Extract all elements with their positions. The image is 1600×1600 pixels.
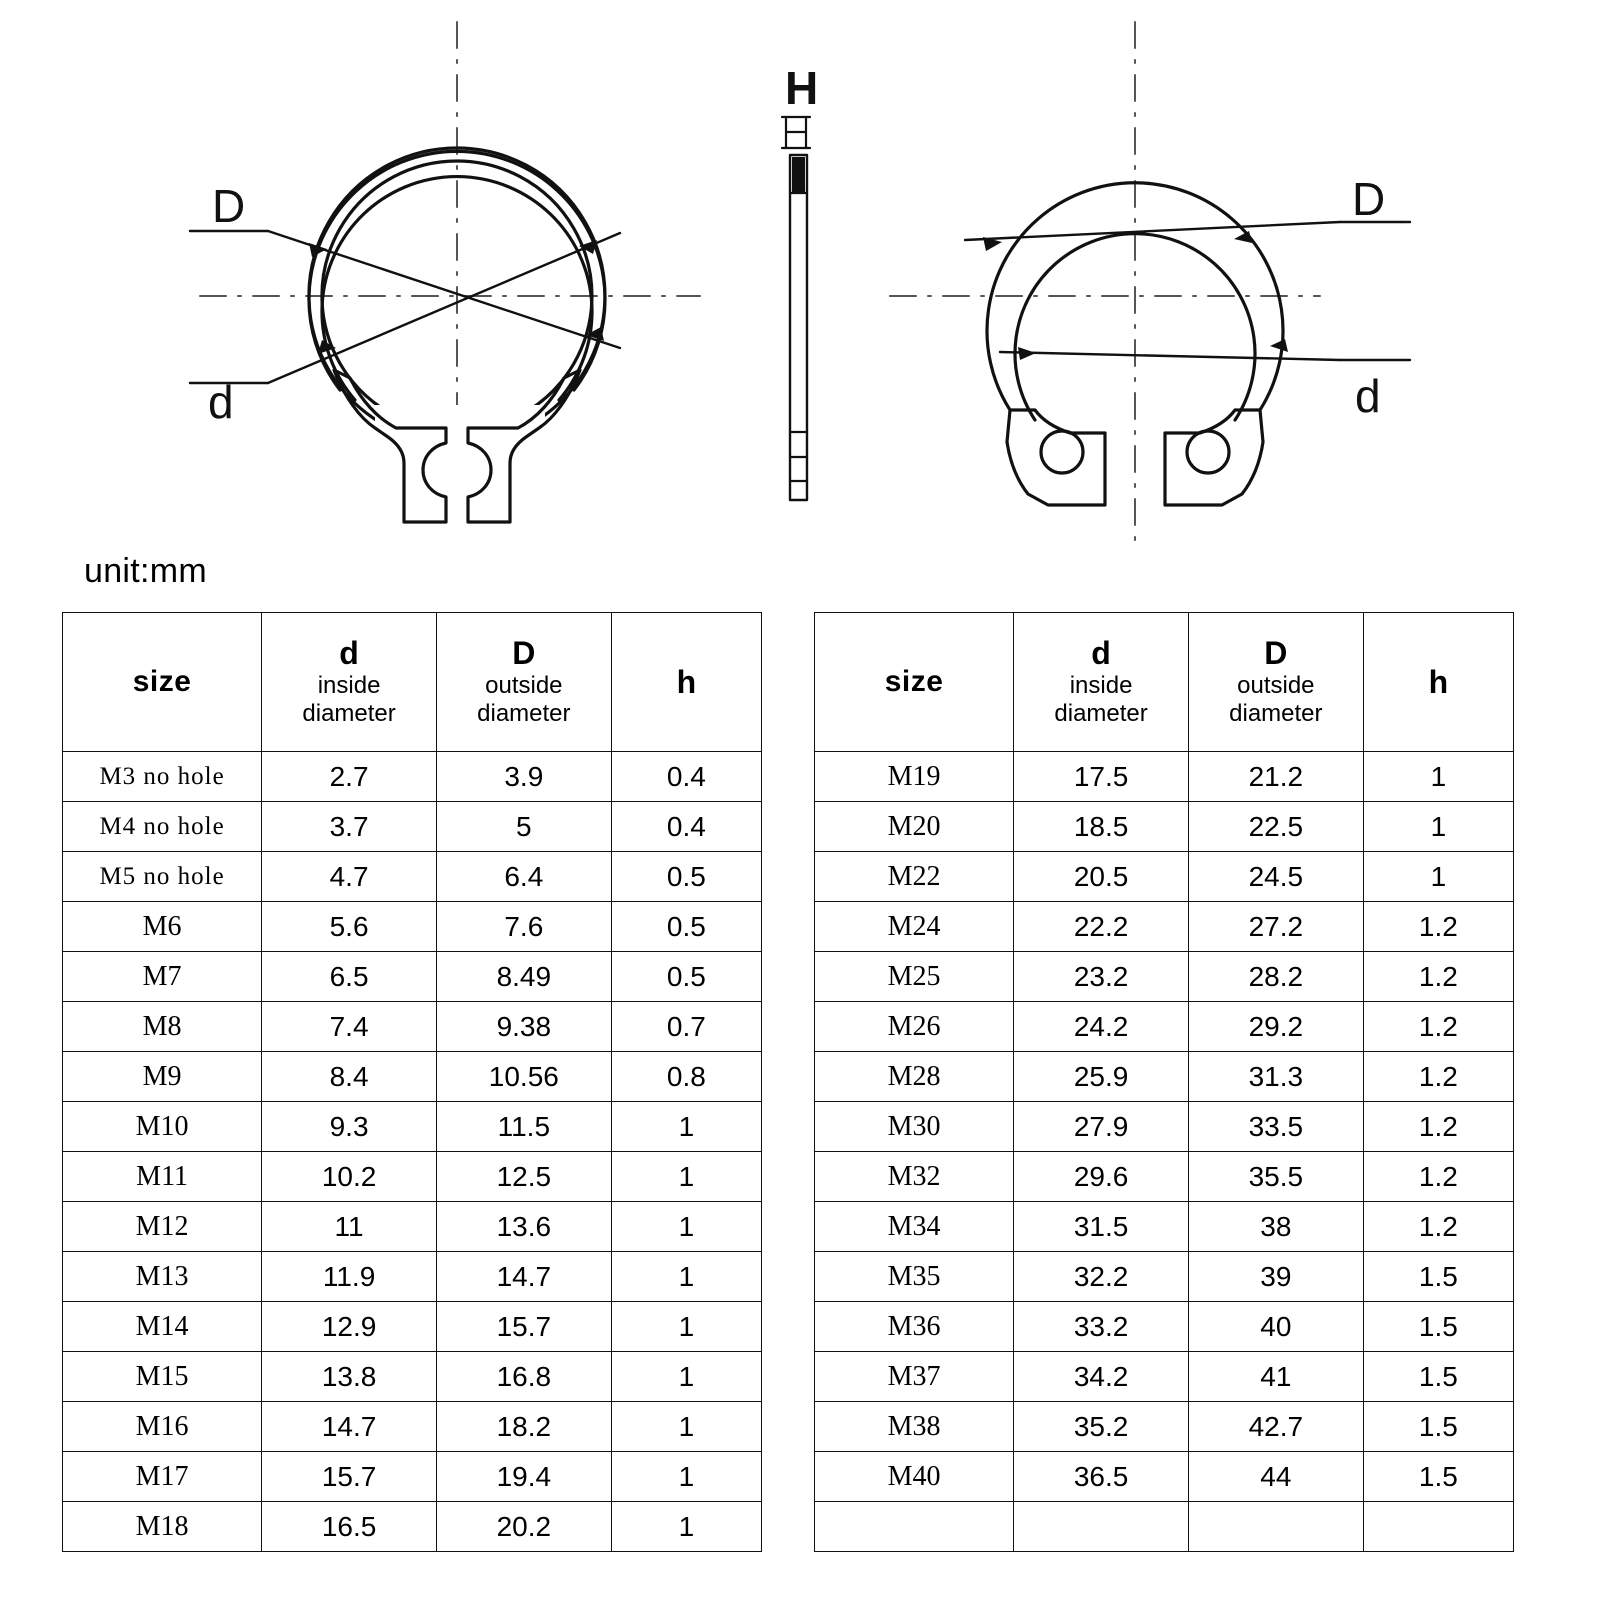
header-h: [611, 613, 761, 752]
cell-h: [1363, 1502, 1513, 1552]
technical-drawings-svg: [0, 0, 1600, 545]
cell-size: M36: [815, 1302, 1014, 1352]
table-row: [63, 752, 762, 802]
header-d-symbol: d: [339, 634, 359, 671]
cell-h: 1: [611, 1402, 761, 1452]
table-row: [815, 902, 1514, 952]
table-row: [815, 852, 1514, 902]
cell-size: M22: [815, 852, 1014, 902]
cell-outside-diameter: 10.56: [436, 1052, 611, 1102]
cell-inside-diameter: 17.5: [1014, 752, 1189, 802]
cell-outside-diameter: 8.49: [436, 952, 611, 1002]
cell-h: 1: [611, 1252, 761, 1302]
table-row: [815, 1002, 1514, 1052]
cell-size: M5 no hole: [63, 852, 262, 902]
cell-inside-diameter: [1014, 1502, 1189, 1552]
cell-h: 1.5: [1363, 1252, 1513, 1302]
cell-outside-diameter: 38: [1188, 1202, 1363, 1252]
cell-outside-diameter: 44: [1188, 1452, 1363, 1502]
cell-h: 0.7: [611, 1002, 761, 1052]
cell-size: M38: [815, 1402, 1014, 1452]
cell-h: 1.2: [1363, 1202, 1513, 1252]
cell-h: 0.5: [611, 852, 761, 902]
header-inside-diameter: [262, 613, 437, 752]
cell-h: 0.5: [611, 952, 761, 1002]
cell-inside-diameter: 36.5: [1014, 1452, 1189, 1502]
cell-inside-diameter: 35.2: [1014, 1402, 1189, 1452]
cell-h: 1.2: [1363, 1102, 1513, 1152]
table-row: [815, 752, 1514, 802]
header-d-desc-2: diameter: [1054, 699, 1148, 727]
cell-size: M11: [63, 1152, 262, 1202]
thickness-bar: [790, 155, 807, 500]
cell-outside-diameter: 19.4: [436, 1452, 611, 1502]
cell-outside-diameter: [1188, 1502, 1363, 1552]
cell-outside-diameter: 33.5: [1188, 1102, 1363, 1152]
cell-inside-diameter: 18.5: [1014, 802, 1189, 852]
cell-inside-diameter: 12.9: [262, 1302, 437, 1352]
diagram-panel: [0, 0, 1600, 545]
cell-h: 1: [611, 1452, 761, 1502]
cell-outside-diameter: 5: [436, 802, 611, 852]
cell-h: 0.4: [611, 802, 761, 852]
header-outside-diameter: [1188, 613, 1363, 752]
header-D-symbol: D: [1264, 634, 1288, 671]
cell-outside-diameter: 13.6: [436, 1202, 611, 1252]
header-h: [1363, 613, 1513, 752]
cell-size: M3 no hole: [63, 752, 262, 802]
cell-outside-diameter: 27.2: [1188, 902, 1363, 952]
table-row: [815, 1302, 1514, 1352]
table-row: [63, 852, 762, 902]
table-row: [815, 952, 1514, 1002]
cell-outside-diameter: 9.38: [436, 1002, 611, 1052]
cell-h: 1: [611, 1502, 761, 1552]
header-size: [63, 613, 262, 752]
cell-size: M20: [815, 802, 1014, 852]
right-ring-left-hole: [1041, 431, 1083, 473]
header-D-symbol: D: [512, 634, 536, 671]
table-row: [815, 1152, 1514, 1202]
table-row: [63, 1402, 762, 1452]
cell-outside-diameter: 15.7: [436, 1302, 611, 1352]
cell-size: M17: [63, 1452, 262, 1502]
table-row: [63, 1452, 762, 1502]
cell-h: 1: [1363, 802, 1513, 852]
right-ring-d-leader: [1000, 339, 1410, 360]
thickness-H-label: H: [785, 62, 819, 114]
cell-h: 1.5: [1363, 1352, 1513, 1402]
cell-h: 1.2: [1363, 1052, 1513, 1102]
cell-h: 0.8: [611, 1052, 761, 1102]
cell-outside-diameter: 6.4: [436, 852, 611, 902]
table-row: [63, 1152, 762, 1202]
cell-inside-diameter: 20.5: [1014, 852, 1189, 902]
cell-size: M30: [815, 1102, 1014, 1152]
cell-outside-diameter: 39: [1188, 1252, 1363, 1302]
table-header-row: [63, 613, 762, 752]
right-ring-left-lug: [1007, 410, 1105, 505]
cell-h: 1: [611, 1152, 761, 1202]
cell-inside-diameter: 11: [262, 1202, 437, 1252]
cell-outside-diameter: 29.2: [1188, 1002, 1363, 1052]
cell-h: 1: [611, 1352, 761, 1402]
right-ring-D-label: D: [1352, 173, 1386, 225]
cell-size: M14: [63, 1302, 262, 1352]
table-row: [815, 1202, 1514, 1252]
table-row: [63, 802, 762, 852]
cell-outside-diameter: 20.2: [436, 1502, 611, 1552]
cell-inside-diameter: 34.2: [1014, 1352, 1189, 1402]
header-inside-diameter: [1014, 613, 1189, 752]
cell-outside-diameter: 22.5: [1188, 802, 1363, 852]
cell-h: 0.4: [611, 752, 761, 802]
cell-size: M32: [815, 1152, 1014, 1202]
cell-inside-diameter: 8.4: [262, 1052, 437, 1102]
right-ring-d-label: d: [1355, 370, 1381, 422]
cell-size: M26: [815, 1002, 1014, 1052]
table-row: [815, 1052, 1514, 1102]
cell-inside-diameter: 31.5: [1014, 1202, 1189, 1252]
cell-size: M15: [63, 1352, 262, 1402]
cell-size: M16: [63, 1402, 262, 1452]
unit-note: unit:mm: [84, 552, 208, 590]
table-row: [815, 802, 1514, 852]
cell-h: 1: [1363, 852, 1513, 902]
cell-h: 1.5: [1363, 1302, 1513, 1352]
left-table-body: [63, 752, 762, 1552]
cell-size: M10: [63, 1102, 262, 1152]
table-row: [63, 1002, 762, 1052]
cell-outside-diameter: 41: [1188, 1352, 1363, 1402]
cell-size: M9: [63, 1052, 262, 1102]
cell-size: M37: [815, 1352, 1014, 1402]
cell-h: 1.5: [1363, 1402, 1513, 1452]
table-row: [815, 1252, 1514, 1302]
cell-outside-diameter: 24.5: [1188, 852, 1363, 902]
table-row: [815, 1352, 1514, 1402]
cell-inside-diameter: 3.7: [262, 802, 437, 852]
cell-inside-diameter: 27.9: [1014, 1102, 1189, 1152]
header-D-desc-2: diameter: [1229, 699, 1323, 727]
cell-inside-diameter: 33.2: [1014, 1302, 1189, 1352]
cell-outside-diameter: 16.8: [436, 1352, 611, 1402]
header-size-label: size: [884, 665, 944, 698]
header-d-desc-1: inside: [1069, 671, 1133, 699]
cell-inside-diameter: 7.4: [262, 1002, 437, 1052]
cell-outside-diameter: 28.2: [1188, 952, 1363, 1002]
header-h-label: h: [1428, 663, 1449, 700]
cell-size: M18: [63, 1502, 262, 1552]
left-ring-D-label: D: [212, 180, 246, 232]
cell-outside-diameter: 14.7: [436, 1252, 611, 1302]
table-row: [63, 1302, 762, 1352]
cell-inside-diameter: 5.6: [262, 902, 437, 952]
cell-outside-diameter: 31.3: [1188, 1052, 1363, 1102]
cell-size: M12: [63, 1202, 262, 1252]
header-size-label: size: [132, 665, 192, 698]
cell-outside-diameter: 42.7: [1188, 1402, 1363, 1452]
right-ring-right-hole: [1187, 431, 1229, 473]
cell-inside-diameter: 13.8: [262, 1352, 437, 1402]
cell-size: M13: [63, 1252, 262, 1302]
cell-h: 1: [611, 1102, 761, 1152]
cell-outside-diameter: 21.2: [1188, 752, 1363, 802]
header-d-symbol: d: [1091, 634, 1111, 671]
right-ring-drawing: [890, 22, 1410, 545]
left-ring-d-leader: [190, 233, 620, 383]
cell-inside-diameter: 29.6: [1014, 1152, 1189, 1202]
cell-outside-diameter: 3.9: [436, 752, 611, 802]
cell-h: 1.2: [1363, 1152, 1513, 1202]
table-row: [63, 1352, 762, 1402]
cell-inside-diameter: 32.2: [1014, 1252, 1189, 1302]
cell-size: M28: [815, 1052, 1014, 1102]
left-spec-table: [62, 612, 762, 1552]
cell-inside-diameter: 16.5: [262, 1502, 437, 1552]
thickness-h-segment: [792, 157, 805, 193]
header-d-desc-2: diameter: [302, 699, 396, 727]
cell-inside-diameter: 24.2: [1014, 1002, 1189, 1052]
cell-size: M6: [63, 902, 262, 952]
cell-size: M40: [815, 1452, 1014, 1502]
cell-outside-diameter: 12.5: [436, 1152, 611, 1202]
cell-h: 1.2: [1363, 902, 1513, 952]
cell-size: [815, 1502, 1014, 1552]
table-row: [63, 902, 762, 952]
cell-inside-diameter: 11.9: [262, 1252, 437, 1302]
header-D-desc-2: diameter: [477, 699, 571, 727]
header-size: [815, 613, 1014, 752]
cell-inside-diameter: 10.2: [262, 1152, 437, 1202]
right-spec-table: [814, 612, 1514, 1552]
table-row: [63, 1102, 762, 1152]
cell-inside-diameter: 25.9: [1014, 1052, 1189, 1102]
cell-outside-diameter: 7.6: [436, 902, 611, 952]
cell-h: 1.2: [1363, 952, 1513, 1002]
cell-inside-diameter: 6.5: [262, 952, 437, 1002]
cell-size: M19: [815, 752, 1014, 802]
cell-h: 1: [611, 1302, 761, 1352]
table-row-empty: [815, 1502, 1514, 1552]
table-row: [815, 1452, 1514, 1502]
cell-size: M34: [815, 1202, 1014, 1252]
cell-h: 1.2: [1363, 1002, 1513, 1052]
header-outside-diameter: [436, 613, 611, 752]
cell-size: M25: [815, 952, 1014, 1002]
cell-h: 1: [611, 1202, 761, 1252]
right-spec-table-container: [814, 612, 1514, 1552]
table-row: [63, 1052, 762, 1102]
thickness-side-view: [782, 117, 810, 500]
cell-h: 1: [1363, 752, 1513, 802]
table-row: [815, 1102, 1514, 1152]
cell-size: M7: [63, 952, 262, 1002]
cell-h: 0.5: [611, 902, 761, 952]
cell-inside-diameter: 9.3: [262, 1102, 437, 1152]
header-D-desc-1: outside: [1237, 671, 1315, 699]
table-row: [63, 952, 762, 1002]
table-row: [63, 1252, 762, 1302]
cell-size: M24: [815, 902, 1014, 952]
cell-size: M35: [815, 1252, 1014, 1302]
cell-inside-diameter: 14.7: [262, 1402, 437, 1452]
header-d-desc-1: inside: [317, 671, 381, 699]
table-header-row: [815, 613, 1514, 752]
cell-inside-diameter: 22.2: [1014, 902, 1189, 952]
cell-outside-diameter: 35.5: [1188, 1152, 1363, 1202]
table-row: [815, 1402, 1514, 1452]
left-ring-D-leader: [190, 231, 620, 348]
right-ring-right-lug: [1165, 410, 1263, 505]
cell-outside-diameter: 18.2: [436, 1402, 611, 1452]
cell-inside-diameter: 23.2: [1014, 952, 1189, 1002]
cell-outside-diameter: 11.5: [436, 1102, 611, 1152]
table-row: [63, 1202, 762, 1252]
left-ring-drawing: [190, 22, 700, 545]
header-h-label: h: [676, 663, 697, 700]
cell-h: 1.5: [1363, 1452, 1513, 1502]
cell-inside-diameter: 15.7: [262, 1452, 437, 1502]
right-table-body: [815, 752, 1514, 1552]
left-spec-table-container: [62, 612, 762, 1552]
cell-size: M4 no hole: [63, 802, 262, 852]
cell-inside-diameter: 2.7: [262, 752, 437, 802]
left-ring-d-label: d: [208, 376, 234, 428]
cell-size: M8: [63, 1002, 262, 1052]
cell-inside-diameter: 4.7: [262, 852, 437, 902]
table-row: [63, 1502, 762, 1552]
header-D-desc-1: outside: [485, 671, 563, 699]
cell-outside-diameter: 40: [1188, 1302, 1363, 1352]
